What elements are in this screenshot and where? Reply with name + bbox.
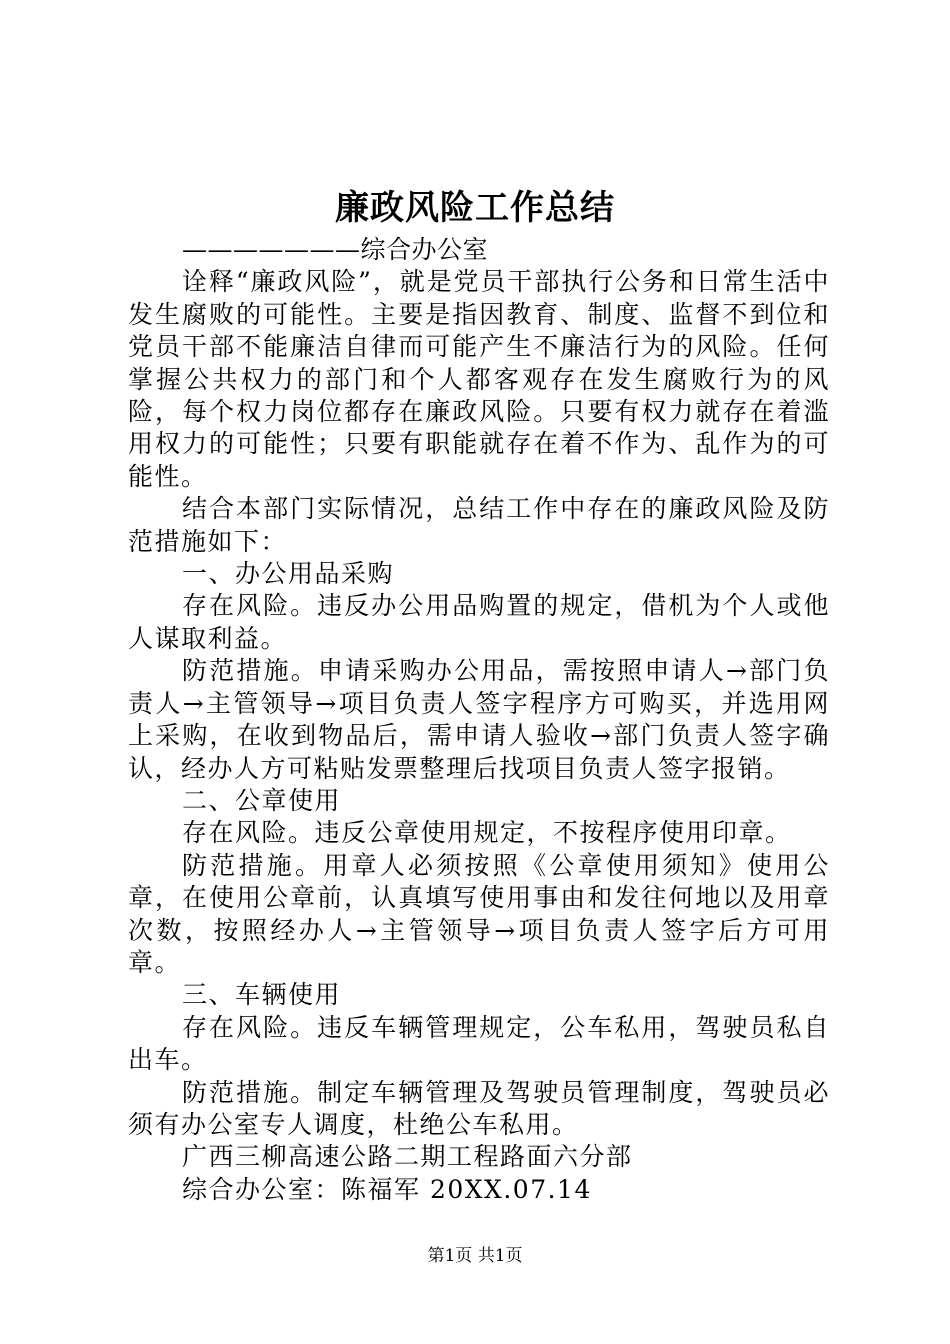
document-body [128,234,830,1206]
paragraph-intro: 诠释“廉政风险”，就是党员干部执行公务和日常生活中发生腐败的可能性。主要是指因教育、制度、监督不到位和党员干部不能廉洁自律而可能产生不廉洁行为的风险。任何掌握公共权力的部门和个人都客观存在发生腐败行为的风险，每个权力岗位都存在廉政风险。只要有权力就存在着滥用权力的可能性；只要有职能就存在着不作为、乱作为的可能性。 [128,267,830,491]
paragraph-vehicle-measures: 防范措施。制定车辆管理及驾驶员管理制度，驾驶员必须有办公室专人调度，杜绝公车私用。 [128,1077,830,1139]
section-heading-vehicle: 三、车辆使用 [182,980,342,1010]
byline: ———————综合办公室 [182,235,489,264]
signature-office-date: 综合办公室：陈福军 20XX.07.14 [182,1174,592,1204]
page-footer: 第1页 共1页 [427,1246,523,1266]
paragraph-vehicle-risk: 存在风险。违反车辆管理规定，公车私用，驾驶员私自出车。 [128,1012,830,1075]
paragraph-procurement-measures: 防范措施。申请采购办公用品，需按照申请人→部门负责人→主管领导→项目负责人签字程序方可购买，并选用网上采购，在收到物品后，需申请人验收→部门负责人签字确认，经办人方可粘贴发票整理后找项目负责人签字报销。 [128,656,830,783]
paragraph-summary: 结合本部门实际情况，总结工作中存在的廉政风险及防范措施如下： [128,494,830,556]
paragraph-procurement-risk: 存在风险。违反办公用品购置的规定，借机为个人或他人谋取利益。 [128,591,830,653]
document-title: 廉政风险工作总结 [335,188,615,228]
section-heading-seal: 二、公章使用 [182,785,342,815]
signature-organization: 广西三柳高速公路二期工程路面六分部 [182,1142,633,1172]
paragraph-seal-measures: 防范措施。用章人必须按照《公章使用须知》使用公章，在使用公章前，认真填写使用事由和发往何地以及用章次数，按照经办人→主管领导→项目负责人签字后方可用章。 [128,850,830,977]
section-heading-procurement: 一、办公用品采购 [182,559,395,589]
paragraph-seal-risk: 存在风险。违反公章使用规定，不按程序使用印章。 [182,818,792,848]
